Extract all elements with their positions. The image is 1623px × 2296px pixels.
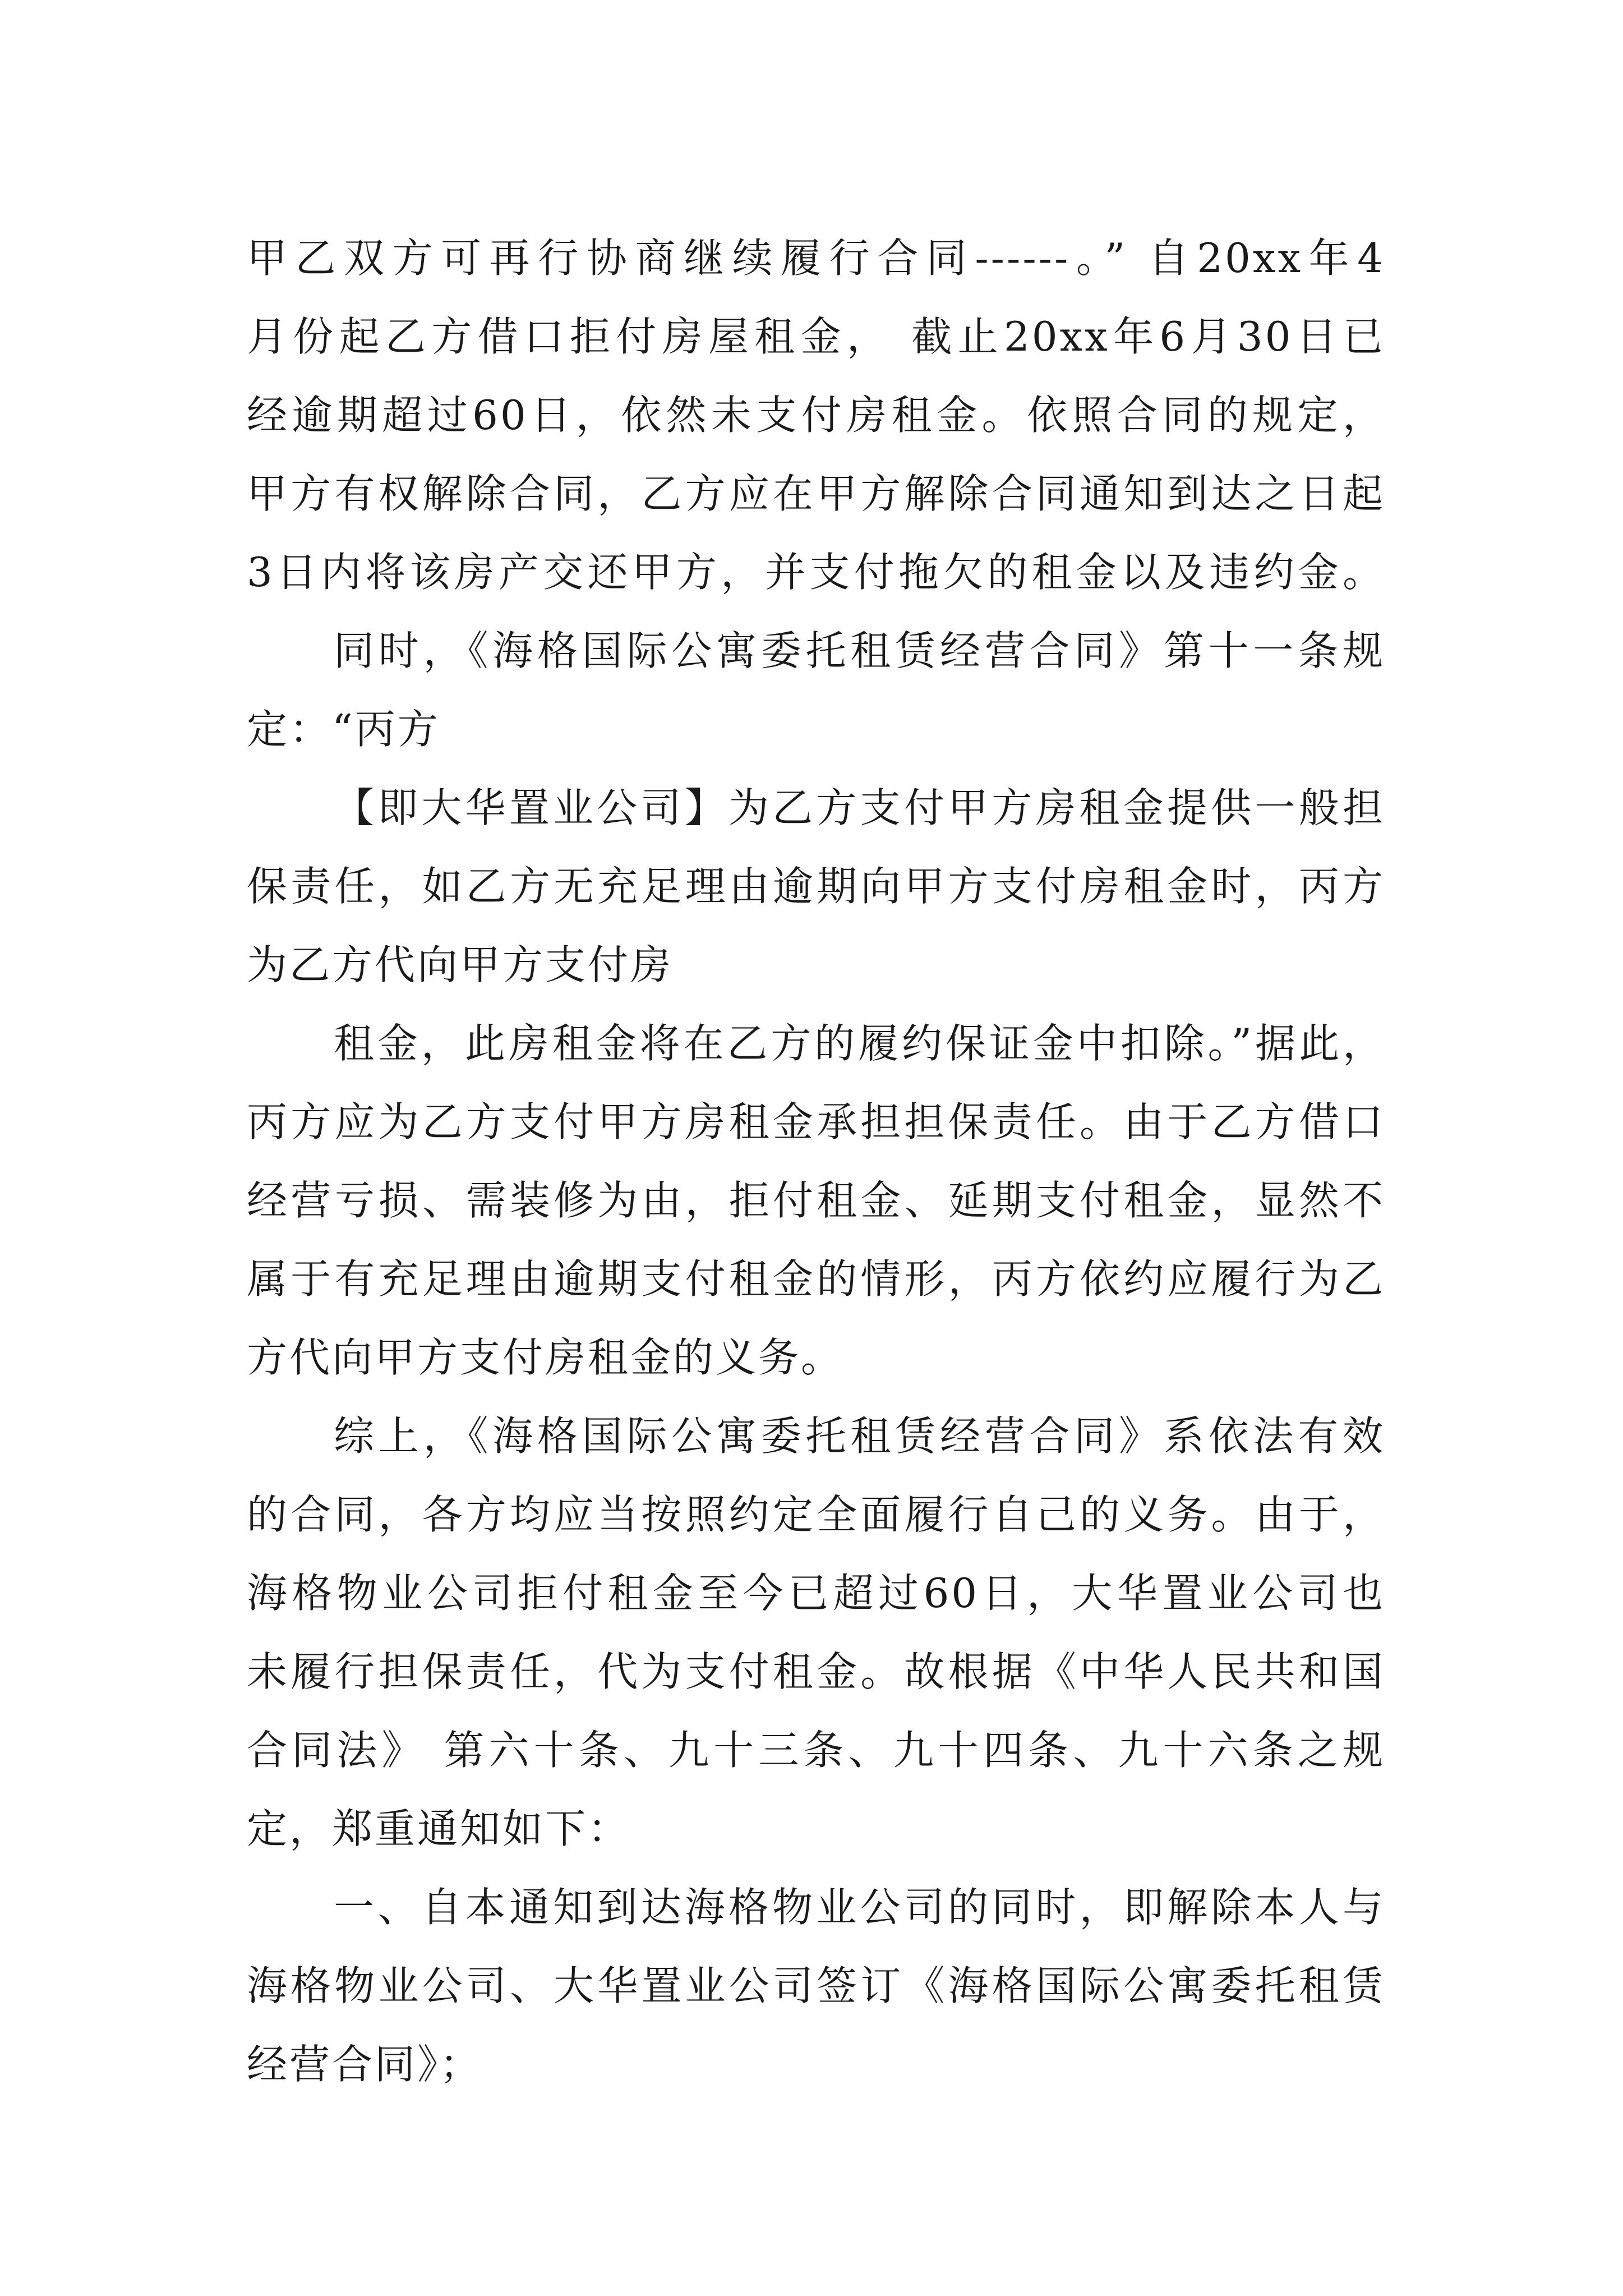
text-line: 定，郑重通知如下： bbox=[247, 1805, 631, 1852]
paragraph-first-line: 【即大华置业公司】为乙方支付甲方房租金提供一般担 bbox=[334, 784, 1385, 831]
text-line: 方代向甲方支付房租金的义务。 bbox=[247, 1334, 844, 1381]
text-line: 经逾期超过60日，依然未支付房租金。依照合同的规定， bbox=[247, 392, 1385, 439]
document-body bbox=[247, 219, 1385, 2104]
paragraph-first-line: 租金，此房租金将在乙方的履约保证金中扣除。”据此， bbox=[334, 1020, 1385, 1067]
text-line: 甲方有权解除合同，乙方应在甲方解除合同通知到达之日起 bbox=[247, 470, 1385, 517]
text-line: 合同法》 第六十条、九十三条、九十四条、九十六条之规 bbox=[247, 1727, 1385, 1774]
text-line: 海格物业公司、大华置业公司签订《海格国际公寓委托租赁 bbox=[247, 1962, 1385, 2009]
text-line: 属于有充足理由逾期支付租金的情形，丙方依约应履行为乙 bbox=[247, 1255, 1385, 1303]
text-line: 经营亏损、需装修为由，拒付租金、延期支付租金，显然不 bbox=[247, 1177, 1385, 1224]
text-line: 丙方应为乙方支付甲方房租金承担担保责任。由于乙方借口 bbox=[247, 1098, 1385, 1145]
text-line: 的合同，各方均应当按照约定全面履行自己的义务。由于， bbox=[247, 1491, 1385, 1538]
text-line: 海格物业公司拒付租金至今已超过60日，大华置业公司也 bbox=[247, 1570, 1385, 1617]
text-line: 为乙方代向甲方支付房 bbox=[247, 941, 674, 988]
text-line: 月份起乙方借口拒付房屋租金， 截止20xx年6月30日已 bbox=[247, 313, 1385, 360]
text-line: 保责任，如乙方无充足理由逾期向甲方支付房租金时，丙方 bbox=[247, 863, 1385, 910]
paragraph-first-line: 一、自本通知到达海格物业公司的同时，即解除本人与 bbox=[334, 1884, 1385, 1931]
text-line: 3日内将该房产交还甲方，并支付拖欠的租金以及违约金。 bbox=[247, 549, 1385, 596]
paragraph-first-line: 同时，《海格国际公寓委托租赁经营合同》第十一条规 bbox=[334, 627, 1385, 674]
text-line: 甲乙双方可再行协商继续履行合同------。” 自20xx年4 bbox=[247, 234, 1385, 282]
text-line: 经营合同》； bbox=[247, 2041, 483, 2088]
text-line: 未履行担保责任，代为支付租金。故根据《中华人民共和国 bbox=[247, 1648, 1385, 1695]
paragraph-first-line: 综上，《海格国际公寓委托租赁经营合同》系依法有效 bbox=[334, 1412, 1385, 1460]
text-line: 定：“丙方 bbox=[247, 706, 440, 753]
